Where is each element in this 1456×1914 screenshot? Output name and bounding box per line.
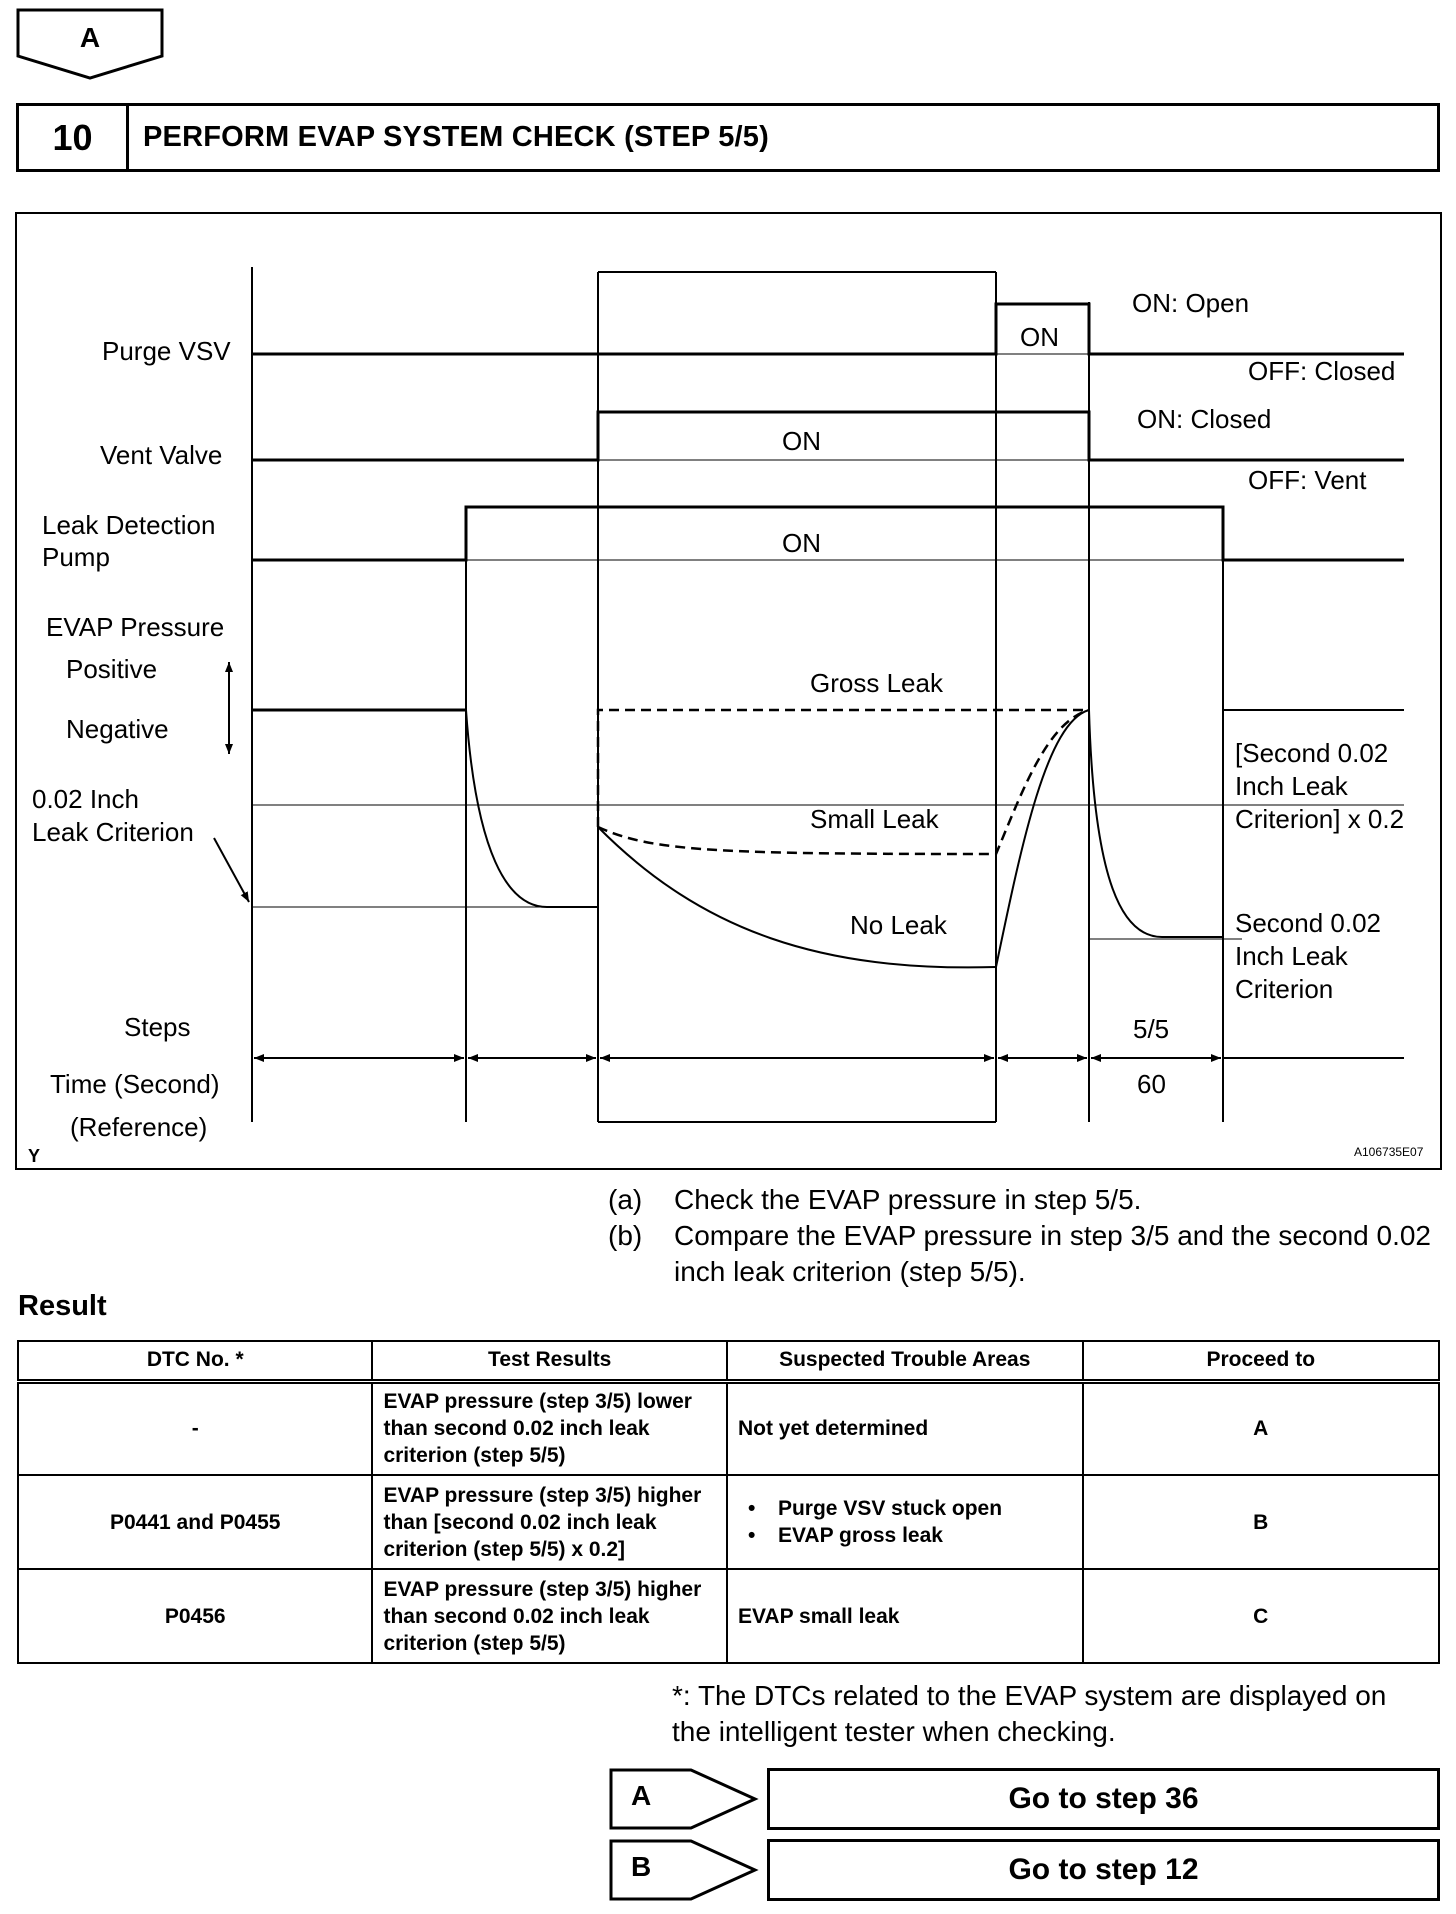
label-second-line3: Criterion bbox=[1235, 974, 1334, 1004]
label-negative: Negative bbox=[66, 714, 169, 744]
figure-id: A106735E07 bbox=[1354, 1145, 1424, 1159]
label-purge-vsv: Purge VSV bbox=[102, 336, 231, 366]
reference-lines bbox=[252, 354, 1404, 939]
instruction-label: (b) bbox=[608, 1220, 643, 1251]
go-to-step-36-link[interactable]: Go to step 36 bbox=[767, 1768, 1440, 1830]
no-leak-curve bbox=[598, 827, 996, 967]
label-positive: Positive bbox=[66, 654, 158, 684]
phase-grid bbox=[252, 267, 1223, 1122]
label-small-leak: Small Leak bbox=[810, 804, 939, 834]
pressure-drop-step5 bbox=[1089, 710, 1223, 937]
label-gross-leak: Gross Leak bbox=[810, 668, 943, 698]
table-row bbox=[18, 1475, 1439, 1569]
step-header bbox=[16, 103, 1440, 172]
cell-trouble-area: Not yet determined bbox=[727, 1381, 1083, 1475]
table-header-row bbox=[18, 1341, 1439, 1381]
pressure-drop-step1 bbox=[466, 710, 598, 907]
table-row bbox=[18, 1569, 1439, 1663]
label-reference: (Reference) bbox=[70, 1112, 208, 1142]
label-second-x02-line1: [Second 0.02 bbox=[1235, 738, 1389, 768]
cell-dtc: P0441 and P0455 bbox=[18, 1475, 372, 1569]
trouble-area-item: • Purge VSV stuck open bbox=[748, 1495, 1072, 1522]
nav-option-a[interactable] bbox=[609, 1768, 1440, 1830]
cell-trouble-area: EVAP small leak bbox=[727, 1569, 1083, 1663]
column-header-proceed: Proceed to bbox=[1083, 1341, 1439, 1381]
instruction-label: (a) bbox=[608, 1184, 643, 1215]
label-criterion-line1: 0.02 Inch bbox=[32, 784, 139, 814]
label-on-closed: ON: Closed bbox=[1137, 404, 1272, 434]
column-header-test-results: Test Results bbox=[372, 1341, 727, 1381]
label-criterion-line2: Leak Criterion bbox=[32, 817, 194, 847]
pump-signal bbox=[252, 507, 1404, 560]
no-leak-recovery bbox=[996, 710, 1089, 967]
label-on-open: ON: Open bbox=[1132, 288, 1250, 318]
cell-dtc: P0456 bbox=[18, 1569, 372, 1663]
label-time-value: 60 bbox=[1137, 1069, 1166, 1099]
label-second-x02-line2: Inch Leak bbox=[1235, 771, 1348, 801]
instructions bbox=[608, 1182, 1448, 1290]
label-step-value: 5/5 bbox=[1133, 1014, 1170, 1044]
cell-test-result: EVAP pressure (step 3/5) higher than second 0.02 inch leak criterion (step 5/5) bbox=[372, 1569, 727, 1663]
label-pump-on: ON bbox=[782, 528, 821, 558]
table-row bbox=[18, 1381, 1439, 1475]
column-header-trouble-areas: Suspected Trouble Areas bbox=[727, 1341, 1083, 1381]
result-heading: Result bbox=[18, 1290, 107, 1322]
trouble-area-item: • EVAP gross leak bbox=[748, 1522, 1072, 1549]
result-tag-letter: A bbox=[631, 1780, 652, 1811]
label-evap-pressure: EVAP Pressure bbox=[46, 612, 225, 642]
cell-dtc: - bbox=[18, 1381, 372, 1475]
cell-proceed: C bbox=[1083, 1569, 1439, 1663]
evap-timing-diagram bbox=[15, 212, 1442, 1170]
cell-proceed: A bbox=[1083, 1381, 1439, 1475]
label-second-line2: Inch Leak bbox=[1235, 941, 1348, 971]
nav-option-b[interactable] bbox=[609, 1839, 1440, 1901]
label-off-vent: OFF: Vent bbox=[1248, 465, 1367, 495]
label-purge-on: ON bbox=[1020, 322, 1059, 352]
label-steps: Steps bbox=[124, 1012, 191, 1042]
instruction-text: Compare the EVAP pressure in step 3/5 and the second 0.02 inch leak criterion (step 5/5). bbox=[674, 1220, 1431, 1287]
trouble-area-list bbox=[738, 1495, 1072, 1549]
cell-proceed: B bbox=[1083, 1475, 1439, 1569]
result-tag-a bbox=[609, 1768, 759, 1830]
go-to-step-12-link[interactable]: Go to step 12 bbox=[767, 1839, 1440, 1901]
result-tag-b bbox=[609, 1839, 759, 1901]
step-title: PERFORM EVAP SYSTEM CHECK (STEP 5/5) bbox=[143, 121, 769, 153]
label-off-closed: OFF: Closed bbox=[1248, 356, 1396, 386]
timing-diagram-svg bbox=[17, 214, 1440, 1168]
label-pump-line2: Pump bbox=[42, 542, 110, 572]
instruction-b bbox=[608, 1218, 1448, 1290]
instruction-text: Check the EVAP pressure in step 5/5. bbox=[674, 1184, 1142, 1215]
label-vent-valve: Vent Valve bbox=[100, 440, 223, 470]
column-header-dtc: DTC No. * bbox=[18, 1341, 372, 1381]
cell-trouble-area bbox=[727, 1475, 1083, 1569]
criterion-leader-arrow bbox=[214, 838, 249, 902]
label-no-leak: No Leak bbox=[850, 910, 947, 940]
step-number: 10 bbox=[19, 106, 129, 169]
label-vent-on: ON bbox=[782, 426, 821, 456]
corner-mark: Y bbox=[28, 1146, 41, 1166]
evap-pressure-curves bbox=[252, 710, 1404, 967]
previous-result-tag bbox=[16, 8, 164, 80]
result-tag-letter: B bbox=[631, 1851, 652, 1882]
cell-test-result: EVAP pressure (step 3/5) lower than second 0.02 inch leak criterion (step 5/5) bbox=[372, 1381, 727, 1475]
result-table bbox=[17, 1340, 1440, 1664]
footnote: *: The DTCs related to the EVAP system are displayed on the intelligent tester when checking. bbox=[672, 1680, 1387, 1747]
previous-result-letter: A bbox=[79, 22, 101, 53]
cell-test-result: EVAP pressure (step 3/5) higher than [second 0.02 inch leak criterion (step 5/5) x 0.2] bbox=[372, 1475, 727, 1569]
label-second-x02-line3: Criterion] x 0.2 bbox=[1235, 804, 1405, 834]
label-time: Time (Second) bbox=[50, 1069, 220, 1099]
instruction-a bbox=[608, 1182, 1448, 1218]
label-pump-line1: Leak Detection bbox=[42, 510, 216, 540]
label-second-line1: Second 0.02 bbox=[1235, 908, 1382, 938]
